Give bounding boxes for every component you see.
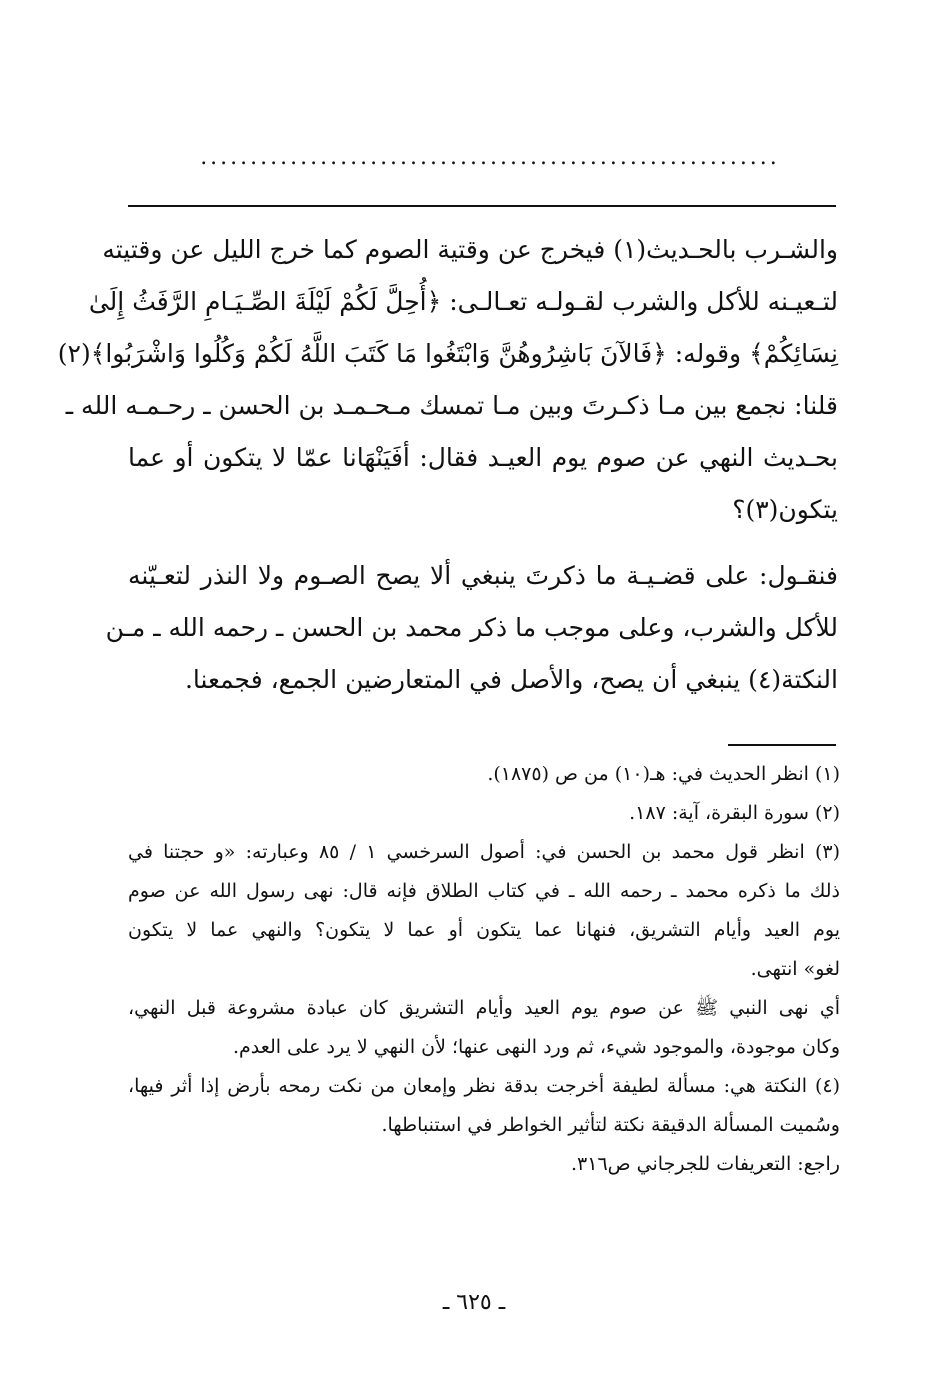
footnote-line: يوم العيد وأيام التشريق، فنهانا عما يتكون أو عما لا يتكون؟ والنهي عما لا يتكون xyxy=(128,919,840,941)
top-rule xyxy=(128,205,836,207)
footnote-line: (١) انظر الحديث في: هـ(١٠) من ص (١٨٧٥). xyxy=(487,763,840,785)
footnote-line: (٢) سورة البقرة، آية: ١٨٧. xyxy=(629,802,840,824)
footnote-line: وكان موجودة، والموجود شيء، ثم ورد النهى عنها؛ لأن النهي لا يرد على العدم. xyxy=(233,1036,840,1058)
main-text-line: بحـديث النهي عن صوم يوم العيـد فقال: أفَيَنْهَانا عمّا لا يتكون أو عما xyxy=(128,443,838,472)
main-text-line: للأكل والشرب، وعلى موجب ما ذكر محمد بن الحسن ـ رحمه الله ـ مـن xyxy=(105,613,838,642)
main-text-line: قلنا: نجمع بين مـا ذكـرتَ وبين مـا تمسك مـحـمـد بن الحسن ـ رحـمـه الله ـ xyxy=(65,391,838,420)
footnote-line: (٤) النكتة هي: مسألة لطيفة أخرجت بدقة نظر وإمعان من نكت رمحه بأرض إذا أثر فيها، xyxy=(128,1075,840,1097)
main-text-line: يتكون(٣)؟ xyxy=(732,495,838,524)
footnote-line: لغو» انتهى. xyxy=(750,958,840,980)
main-text xyxy=(57,232,838,714)
main-text-line: فنقـول: على قضـيـة ما ذكرتَ ينبغي ألا يصح الصـوم ولا النذر لتعـيّنه xyxy=(128,561,838,590)
footnote-line: وسُميت المسألة الدقيقة نكتة لتأثير الخواطر في استنباطها. xyxy=(381,1114,840,1136)
footnote-line: أي نهى النبي ﷺ عن صوم يوم العيد وأيام التشريق كان عبادة مشروعة قبل النهي، xyxy=(128,997,840,1019)
footnote-line: ذلك ما ذكره محمد ـ رحمه الله ـ في كتاب الطلاق فإنه قال: نهى رسول الله عن صوم xyxy=(128,880,840,902)
page-number: ـ ٦٢٥ ـ xyxy=(442,1290,506,1315)
main-text-line: النكتة(٤) ينبغي أن يصح، والأصل في المتعارضين الجمع، فجمعنا. xyxy=(184,665,838,694)
main-text-line: والشـرب بالحـديث(١) فيخرج عن وقتية الصوم كما خرج الليل عن وقتيته xyxy=(102,235,838,264)
dotted-divider: .......................................................... xyxy=(200,146,780,170)
footnote-rule xyxy=(728,744,836,746)
footnote-line: (٣) انظر قول محمد بن الحسن في: أصول السرخسي ١ / ٨٥ وعبارته: «و حجتنا في xyxy=(128,841,841,863)
main-text-line: نِسَائِكُمْ﴾ وقوله: ﴿فَالآنَ بَاشِرُوهُنَّ وَابْتَغُوا مَا كَتَبَ اللَّهُ لَكُمْ وَكُلُوا وَاشْرَبُوا﴾(٢) xyxy=(57,339,838,368)
footnotes xyxy=(128,760,840,1189)
footnote-line: راجع: التعريفات للجرجاني ص٣١٦. xyxy=(571,1153,840,1175)
main-text-line: لتـعيـنه للأكل والشرب لقـولـه تعـالـى: ﴿أُحِلَّ لَكُمْ لَيْلَةَ الصِّـيَـامِ الرَّفَثُ إِلَىٰ xyxy=(88,287,838,316)
